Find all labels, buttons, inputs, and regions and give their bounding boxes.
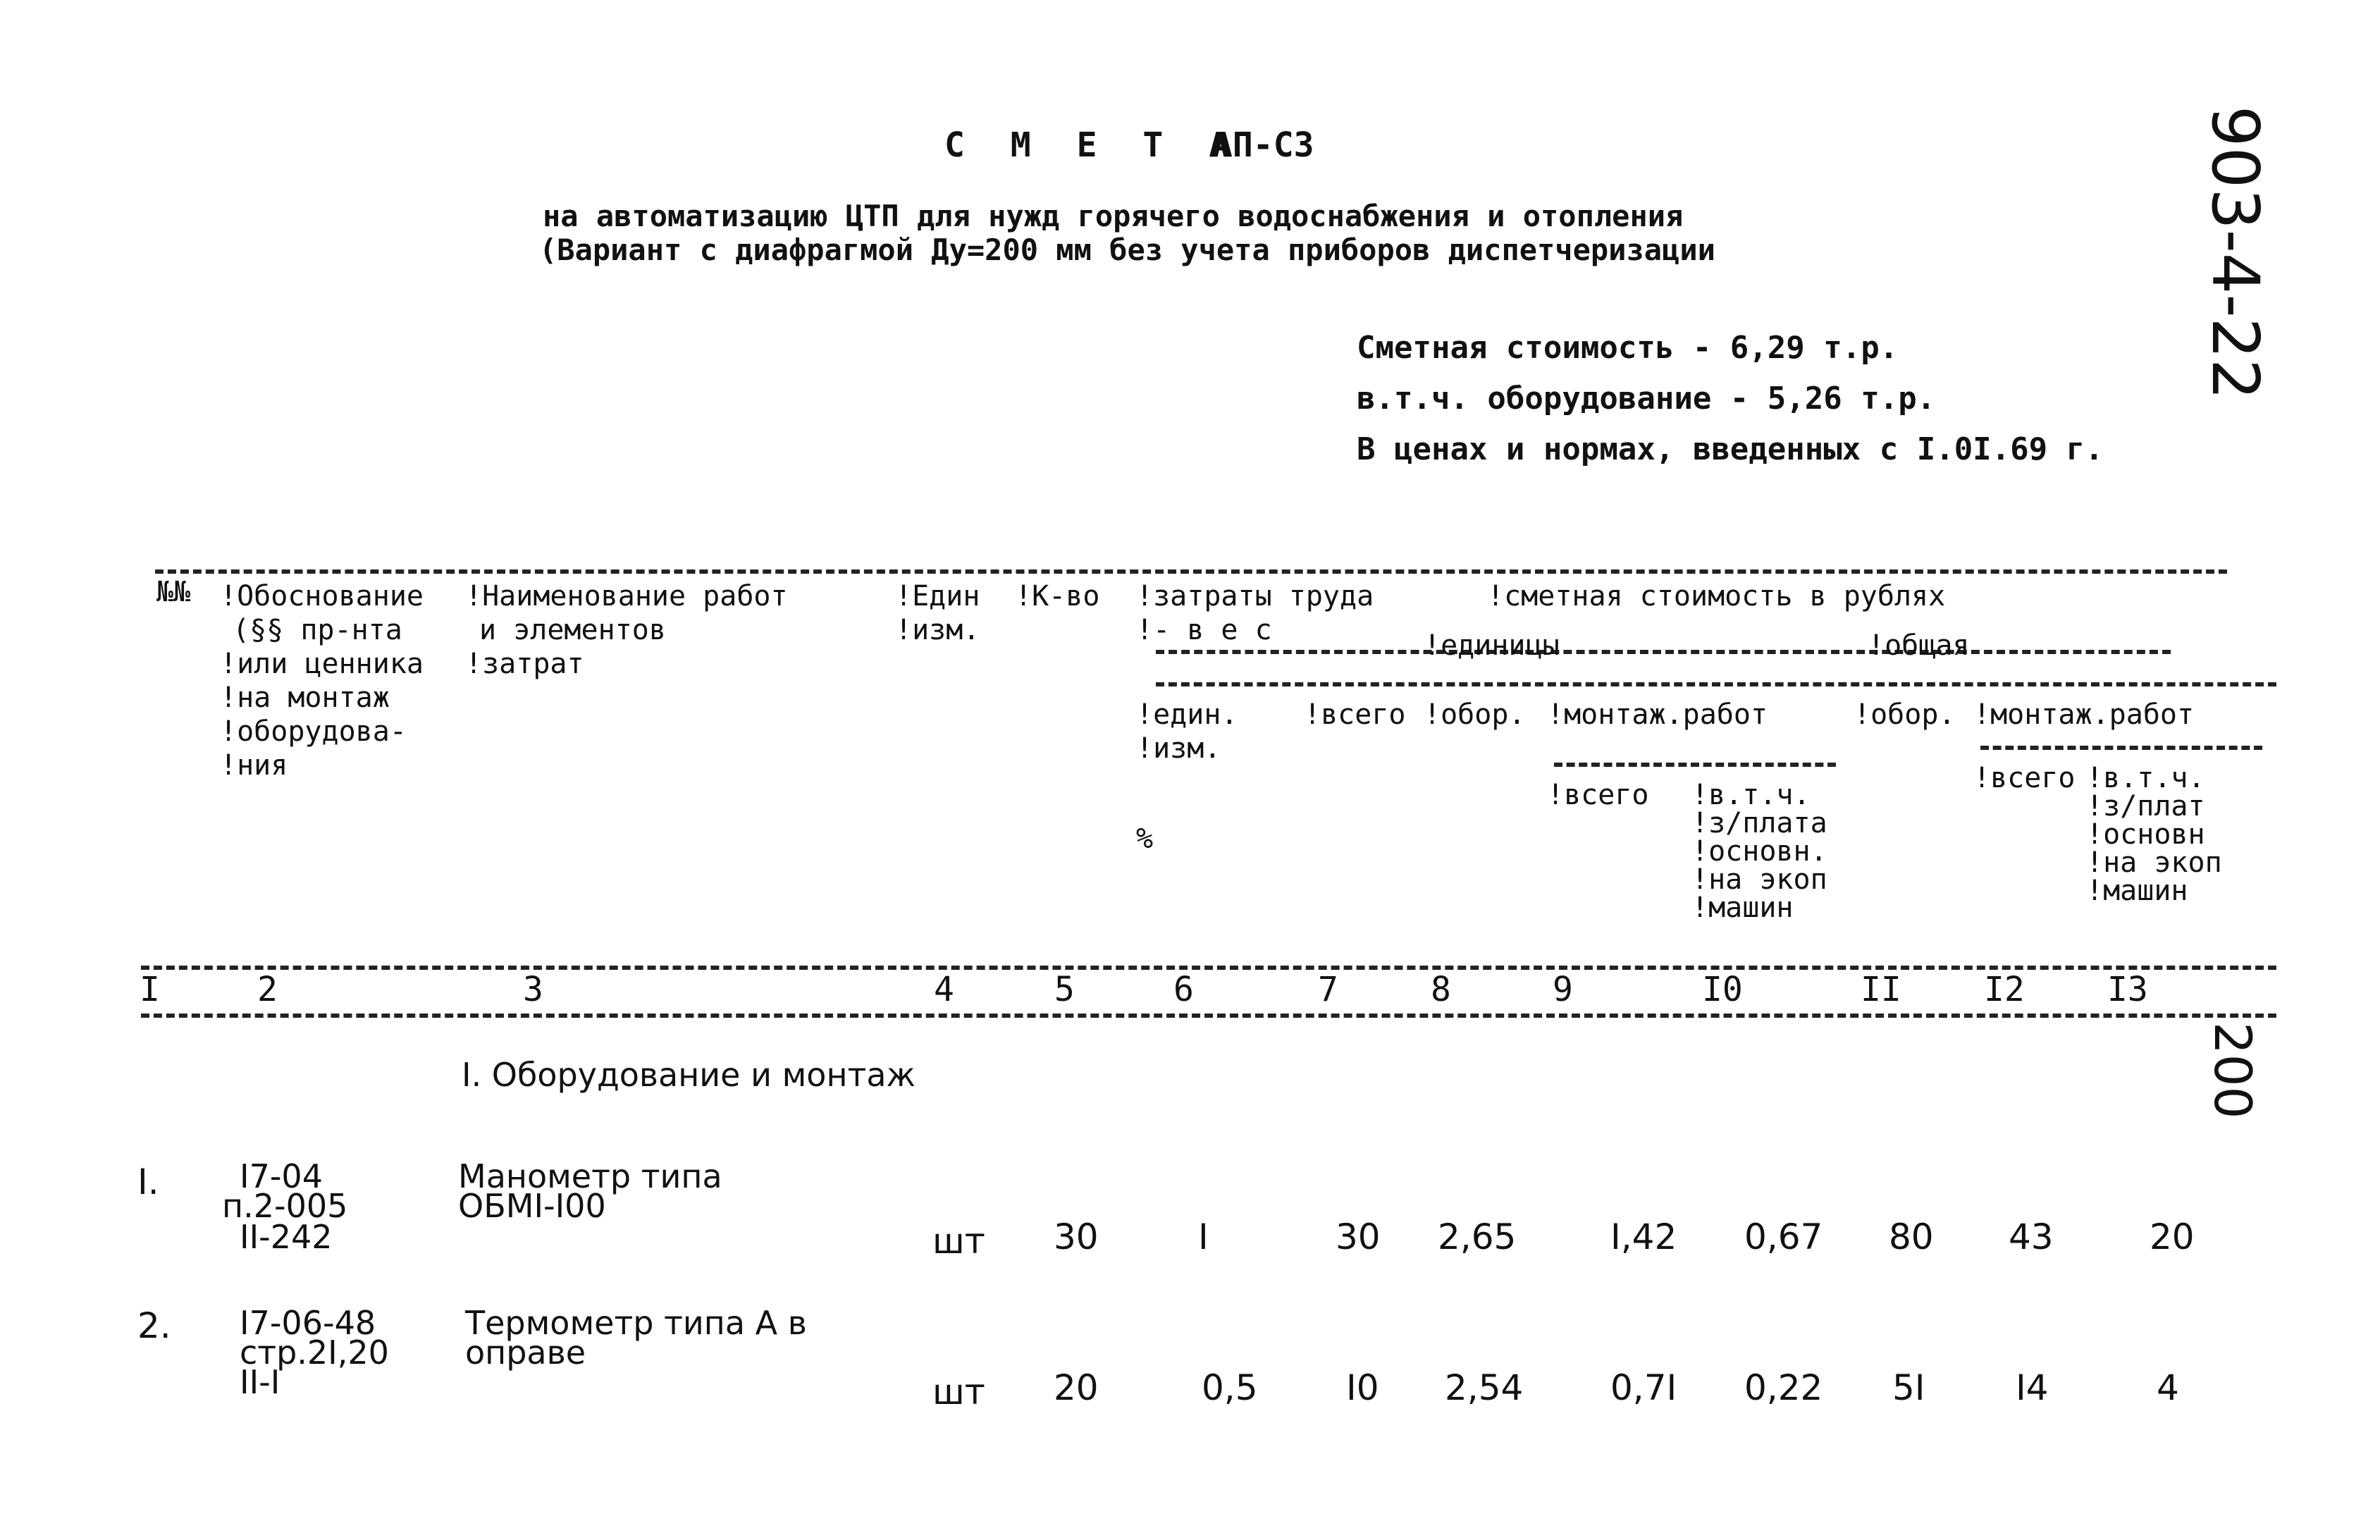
header-total-install-total: !всего (1973, 762, 2076, 794)
row-2-number: 2. (137, 1305, 171, 1346)
row-2-unit-equipment: 2,54 (1445, 1367, 1524, 1408)
row-2-quantity: 20 (1054, 1367, 1099, 1408)
column-number-10: I0 (1702, 970, 1743, 1009)
header-total-wage-2: !з/плат (2086, 790, 2205, 823)
row-1-unit-install: I,42 (1610, 1216, 1677, 1257)
row-1-total-install: 43 (2009, 1216, 2054, 1257)
header-labor-costs: !затраты труда (1136, 580, 1374, 612)
margin-project-code: 903-4-22 (2197, 106, 2273, 400)
header-basis-3: !или ценника (220, 648, 424, 680)
row-1-basis-1: I7-04 (240, 1157, 323, 1195)
row-1-basis-3: II-242 (240, 1218, 333, 1256)
row-2-total-equipment: 5I (1892, 1367, 1925, 1408)
subtitle-line-2: (Вариант с диафрагмой Ду=200 мм без учета приборов диспетчеризации (539, 233, 1715, 267)
column-number-2: 2 (257, 970, 278, 1009)
header-basis-2: (§§ пр-нта (233, 614, 402, 646)
row-1-total-equipment: 80 (1889, 1216, 1934, 1257)
header-estimate: !сметная стоимость в рублях (1487, 580, 1946, 612)
header-unit-2: !изм. (895, 614, 980, 646)
row-1-weight-unit: I (1198, 1216, 1209, 1257)
header-unit-equipment: !обор. (1424, 698, 1526, 731)
header-total-wage-4: !на экоп (2086, 846, 2222, 879)
unit-install-rule (1554, 763, 1836, 767)
header-weight-total: !всего (1304, 698, 1406, 731)
row-1-number: I. (137, 1162, 159, 1202)
column-number-4: 4 (934, 970, 954, 1009)
row-2-total-wage: 4 (2157, 1367, 2179, 1408)
header-unit-wage-3: !основн. (1691, 835, 1827, 868)
header-unit-install: !монтаж.работ (1547, 698, 1768, 731)
column-number-12: I2 (1984, 970, 2025, 1009)
row-1-basis-2: п.2-005 (222, 1187, 348, 1225)
column-number-8: 8 (1431, 970, 1451, 1009)
header-basis-1: !Обоснование (220, 580, 424, 612)
row-1-unit-wage: 0,67 (1744, 1216, 1823, 1257)
header-total-wage-1: !в.т.ч. (2086, 762, 2205, 794)
total-install-rule (1980, 746, 2262, 750)
header-unit-wage-5: !машин (1691, 892, 1794, 924)
header-percent: % (1136, 823, 1154, 855)
document-title: С М Е Т А (944, 125, 1243, 165)
column-number-5: 5 (1054, 970, 1075, 1009)
section-title: I. Оборудование и монтаж (462, 1056, 915, 1094)
column-number-7: 7 (1318, 970, 1338, 1009)
row-2-unit-wage: 0,22 (1744, 1367, 1823, 1408)
header-unit-1: !Един (895, 580, 980, 612)
header-total-wage-5: !машин (2086, 875, 2188, 907)
header-work-2: и элементов (479, 614, 666, 646)
row-2-total-install: I4 (2016, 1367, 2049, 1408)
row-1-quantity: 30 (1054, 1216, 1099, 1257)
table-top-rule (155, 569, 2227, 574)
header-total-install: !монтаж.работ (1973, 698, 2195, 731)
header-total-equipment: !обор. (1854, 698, 1956, 731)
row-2-unit-install: 0,7I (1610, 1367, 1677, 1408)
header-weight: !- в е с (1136, 614, 1272, 646)
header-bottom-rule (141, 966, 2276, 970)
row-1-name-2: ОБМI-I00 (458, 1187, 606, 1225)
column-number-11: II (1861, 970, 1901, 1009)
row-1-unit-equipment: 2,65 (1438, 1216, 1517, 1257)
row-2-name-1: Термометр типа А в (465, 1304, 807, 1342)
row-2-basis-1: I7-06-48 (240, 1304, 376, 1342)
column-number-rule (141, 1014, 2276, 1018)
header-basis-4: !на монтаж (220, 682, 390, 714)
column-number-6: 6 (1173, 970, 1194, 1009)
header-unit-wage-2: !з/плата (1691, 807, 1827, 839)
document-code: АП-С3 (1212, 125, 1314, 165)
header-basis-6: !ния (220, 749, 288, 782)
header-weight-unit-2: !изм. (1136, 732, 1221, 765)
header-quantity: !К-во (1015, 580, 1100, 612)
header-unit-install-total: !всего (1547, 779, 1649, 811)
row-2-weight-total: I0 (1346, 1367, 1379, 1408)
row-2-unit: шт (932, 1372, 985, 1412)
row-2-weight-unit: 0,5 (1202, 1367, 1258, 1408)
header-weight-unit-1: !един. (1136, 698, 1238, 731)
header-total-cost: !общая (1868, 629, 1970, 662)
column-number-1: I (140, 970, 160, 1009)
margin-page-number: 200 (2203, 1022, 2262, 1119)
equipment-cost: в.т.ч. оборудование - 5,26 т.р. (1357, 381, 1936, 417)
estimated-cost: Сметная стоимость - 6,29 т.р. (1357, 330, 1899, 366)
row-1-unit: шт (932, 1221, 985, 1262)
sub-header-rule (1156, 682, 2276, 686)
row-1-weight-total: 30 (1336, 1216, 1381, 1257)
subtitle-line-1: на автоматизацию ЦТП для нужд горячего водоснабжения и отопления (543, 199, 1684, 233)
weight-rule (1156, 650, 2171, 654)
header-basis-5: !оборудова- (220, 715, 407, 748)
header-unit-wage-4: !на экоп (1691, 863, 1827, 896)
column-number-13: I3 (2107, 970, 2148, 1009)
header-total-wage-3: !основн (2086, 818, 2205, 851)
row-2-name-2: оправе (465, 1333, 586, 1372)
header-number: №№ (156, 576, 191, 608)
header-work-3: !затрат (465, 648, 584, 680)
row-2-basis-2: стр.2I,20 (240, 1333, 389, 1372)
column-number-3: 3 (523, 970, 543, 1009)
header-unit-wage-1: !в.т.ч. (1691, 779, 1811, 811)
column-number-9: 9 (1553, 970, 1573, 1009)
row-1-total-wage: 20 (2150, 1216, 2195, 1257)
row-2-basis-3: II-I (240, 1363, 280, 1401)
header-unit-cost: !единицы (1424, 629, 1560, 662)
row-1-name-1: Манометр типа (458, 1157, 722, 1195)
header-work-1: !Наименование работ (465, 580, 788, 612)
price-basis: В ценах и нормах, введенных с I.0I.69 г. (1357, 431, 2104, 467)
